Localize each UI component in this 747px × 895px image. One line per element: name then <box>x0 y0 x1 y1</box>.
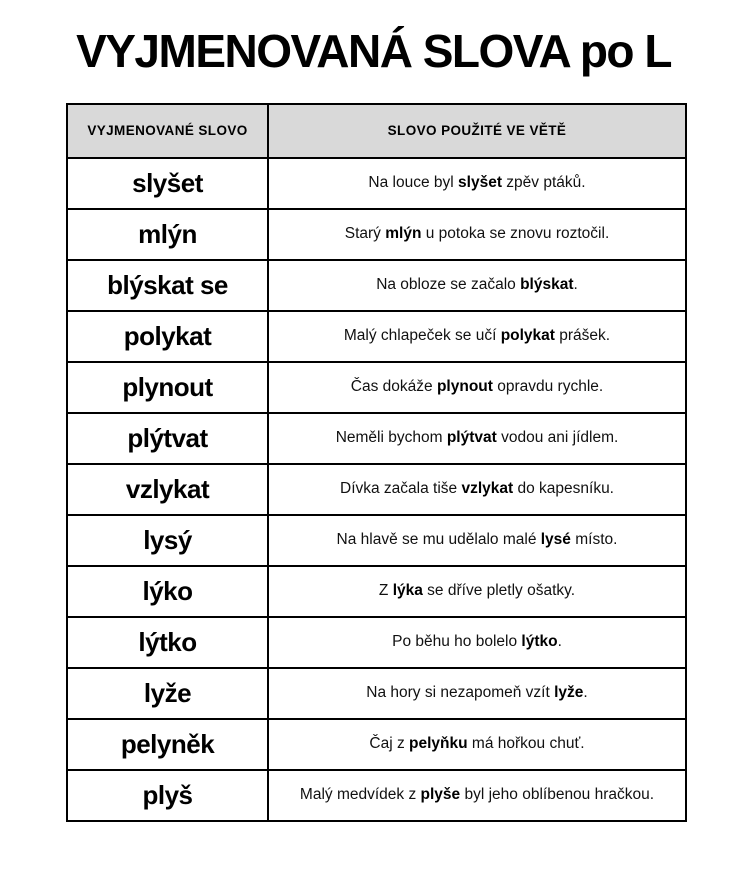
word-cell <box>67 566 268 617</box>
word-cell <box>67 515 268 566</box>
sentence-cell <box>268 413 686 464</box>
header-cell-word: VYJMENOVANÉ SLOVO <box>67 104 268 158</box>
sentence-before: Z <box>378 581 393 599</box>
header-cell-sentence: SLOVO POUŽITÉ VE VĚTĚ <box>268 104 686 158</box>
word-label: plýtvat <box>127 422 208 453</box>
sentence-before: Na hory si nezapomeň vzít <box>366 683 555 701</box>
sentence-after: . <box>573 275 578 293</box>
table-row <box>67 719 686 770</box>
sentence-keyword: lýtko <box>521 632 558 650</box>
word-cell <box>67 413 268 464</box>
table-row <box>67 158 686 209</box>
sentence-keyword: plyše <box>420 785 461 803</box>
sentence-before: Starý <box>344 224 386 242</box>
sentence-cell <box>268 668 686 719</box>
table-row <box>67 209 686 260</box>
sentence-before: Malý chlapeček se učí <box>343 326 501 344</box>
word-cell <box>67 362 268 413</box>
sentence-after: se dříve pletly ošatky. <box>422 581 576 599</box>
table-row <box>67 260 686 311</box>
sentence-after: opravdu rychle. <box>492 377 604 395</box>
sentence-cell <box>268 362 686 413</box>
table-body <box>67 158 686 821</box>
sentence-after: místo. <box>570 530 618 548</box>
sentence-cell <box>268 260 686 311</box>
sentence-before: Čas dokáže <box>350 377 437 395</box>
sentence-after: zpěv ptáků. <box>501 173 586 191</box>
word-cell <box>67 617 268 668</box>
table-row <box>67 770 686 821</box>
table-row <box>67 668 686 719</box>
table-header-row <box>67 104 686 158</box>
sentence-after: . <box>557 632 562 650</box>
word-cell <box>67 770 268 821</box>
word-cell <box>67 209 268 260</box>
word-cell <box>67 311 268 362</box>
word-label: lýtko <box>138 626 197 657</box>
word-label: slyšet <box>132 167 203 198</box>
word-cell <box>67 719 268 770</box>
word-label: lysý <box>143 524 192 555</box>
sentence-before: Po běhu ho bolelo <box>392 632 522 650</box>
table-row <box>67 515 686 566</box>
sentence-cell <box>268 311 686 362</box>
word-label: lýko <box>142 575 193 606</box>
sentence-before: Na louce byl <box>368 173 459 191</box>
table-row <box>67 362 686 413</box>
table-row <box>67 413 686 464</box>
sentence-after: byl jeho oblíbenou hračkou. <box>460 785 655 803</box>
sentence-keyword: polykat <box>500 326 555 344</box>
sentence-before: Malý medvídek z <box>299 785 421 803</box>
table-row <box>67 311 686 362</box>
sentence-after: má hořkou chuť. <box>467 734 585 752</box>
sentence-before: Dívka začala tiše <box>340 479 462 497</box>
sentence-cell <box>268 617 686 668</box>
sentence-cell <box>268 770 686 821</box>
sentence-after: . <box>583 683 588 701</box>
sentence-after: prášek. <box>554 326 611 344</box>
sentence-keyword: vzlykat <box>461 479 514 497</box>
sentence-cell <box>268 566 686 617</box>
sentence-after: do kapesníku. <box>513 479 614 497</box>
word-cell <box>67 158 268 209</box>
sentence-before: Čaj z <box>369 734 410 752</box>
word-label: plyš <box>142 779 193 810</box>
word-label: polykat <box>123 320 212 351</box>
word-label: mlýn <box>138 218 197 249</box>
sentence-cell <box>268 464 686 515</box>
page-title: VYJMENOVANÁ SLOVA po L <box>76 25 671 77</box>
sentence-keyword: blýskat <box>520 275 574 293</box>
vocabulary-table <box>66 103 687 822</box>
sentence-keyword: lyže <box>554 683 584 701</box>
sentence-cell <box>268 209 686 260</box>
sentence-keyword: lysé <box>540 530 571 548</box>
sentence-before: Na hlavě se mu udělalo malé <box>336 530 541 548</box>
word-label: plynout <box>122 371 213 402</box>
word-label: pelyněk <box>120 728 215 759</box>
sentence-before: Na obloze se začalo <box>376 275 521 293</box>
sentence-keyword: plýtvat <box>446 428 497 446</box>
word-cell <box>67 464 268 515</box>
sentence-cell <box>268 515 686 566</box>
word-label: vzlykat <box>125 473 210 504</box>
sentence-before: Neměli bychom <box>335 428 447 446</box>
sentence-after: vodou ani jídlem. <box>496 428 619 446</box>
table-row <box>67 566 686 617</box>
word-label: lyže <box>143 677 192 708</box>
sentence-after: u potoka se znovu roztočil. <box>421 224 610 242</box>
table-row <box>67 464 686 515</box>
sentence-keyword: mlýn <box>385 224 422 242</box>
sentence-keyword: lýka <box>392 581 423 599</box>
sentence-cell <box>268 158 686 209</box>
sentence-keyword: slyšet <box>458 173 502 191</box>
sentence-cell <box>268 719 686 770</box>
table-header <box>67 104 686 158</box>
word-cell <box>67 260 268 311</box>
word-label: blýskat se <box>107 269 228 300</box>
table-row <box>67 617 686 668</box>
sentence-keyword: pelyňku <box>409 734 468 752</box>
word-cell <box>67 668 268 719</box>
sentence-keyword: plynout <box>436 377 493 395</box>
